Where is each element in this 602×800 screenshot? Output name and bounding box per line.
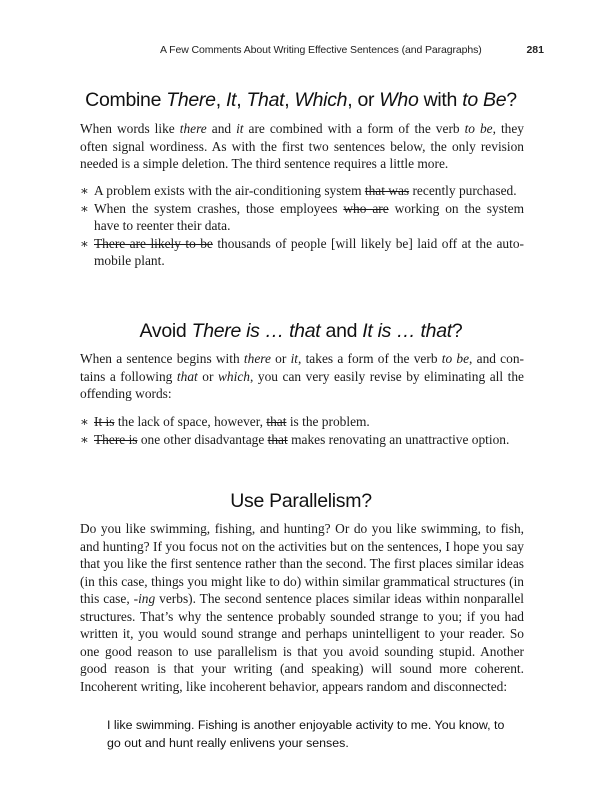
list-item: ∗ It is the lack of space, however, that is the problem. [80, 414, 370, 429]
bullet-icon: ∗ [80, 183, 89, 198]
list-item: ∗ A problem exists with the air-conditioning system that was recently purchased. [80, 183, 517, 198]
section2-example-list [80, 413, 524, 448]
section1-intro-paragraph: When words like there and it are combined with a form of the verb to be, they often signal wordiness. As with the first two sentences below, the only revision needed is a simple deletion. The third sentence requires a little more. [80, 121, 525, 171]
section-heading-combine: Combine There, It, That, Which, or Who with to Be? [85, 89, 517, 111]
list-item: ∗ When the system crashes, those employees who are working on the system have to reenter their data. [80, 200, 524, 233]
example-passage: I like swimming. Fishing is another enjoyable activity to me. You know, to go out and hunt really enlivens your senses. [107, 718, 505, 750]
section-heading-parallelism: Use Parallelism? [230, 490, 372, 512]
section3-body-paragraph: Do you like swimming, fishing, and hunting? Or do you like swimming, to fish, and hunting? If you focus not on the activities but on the sentences, I hope you say that you like the first sentence rather than the second. The first places similar ideas (in this case, things you might like to do) within similar grammatical structures (in this case, -ing verbs). The second sentence places similar ideas within nonparallel structures. That’s why the sentence probably sounded strange to you; if you had written it, you would sound strange and perhaps unintelligent to your reader. So one good reason to use parallelism is that you avoid sounding stupid. Another good reason is that your writing (and speaking) will sound more coherent. Incoherent writing, like incoherent behavior, appears random and disconnected: [80, 521, 524, 694]
running-head [0, 44, 602, 58]
section2-intro-paragraph: When a sentence begins with there or it, takes a form of the verb to be, and contains a following that or which, you can very easily revise by eliminating all the offending words: [80, 351, 524, 401]
bullet-icon: ∗ [80, 431, 89, 447]
running-head-title: A Few Comments About Writing Effective Sentences (and Paragraphs) [160, 44, 482, 56]
section1-example-list [80, 182, 524, 270]
page-number: 281 [526, 44, 544, 56]
list-item: ∗ There are likely to be thousands of people [will likely be] laid off at the automobile plant. [80, 235, 524, 268]
bullet-icon: ∗ [80, 235, 89, 251]
list-item: ∗ There is one other disadvantage that makes renovating an unattractive option. [80, 431, 510, 447]
bullet-icon: ∗ [80, 414, 89, 429]
section-heading-avoid: Avoid There is … that and It is … that? [139, 320, 463, 342]
bullet-icon: ∗ [80, 200, 89, 216]
